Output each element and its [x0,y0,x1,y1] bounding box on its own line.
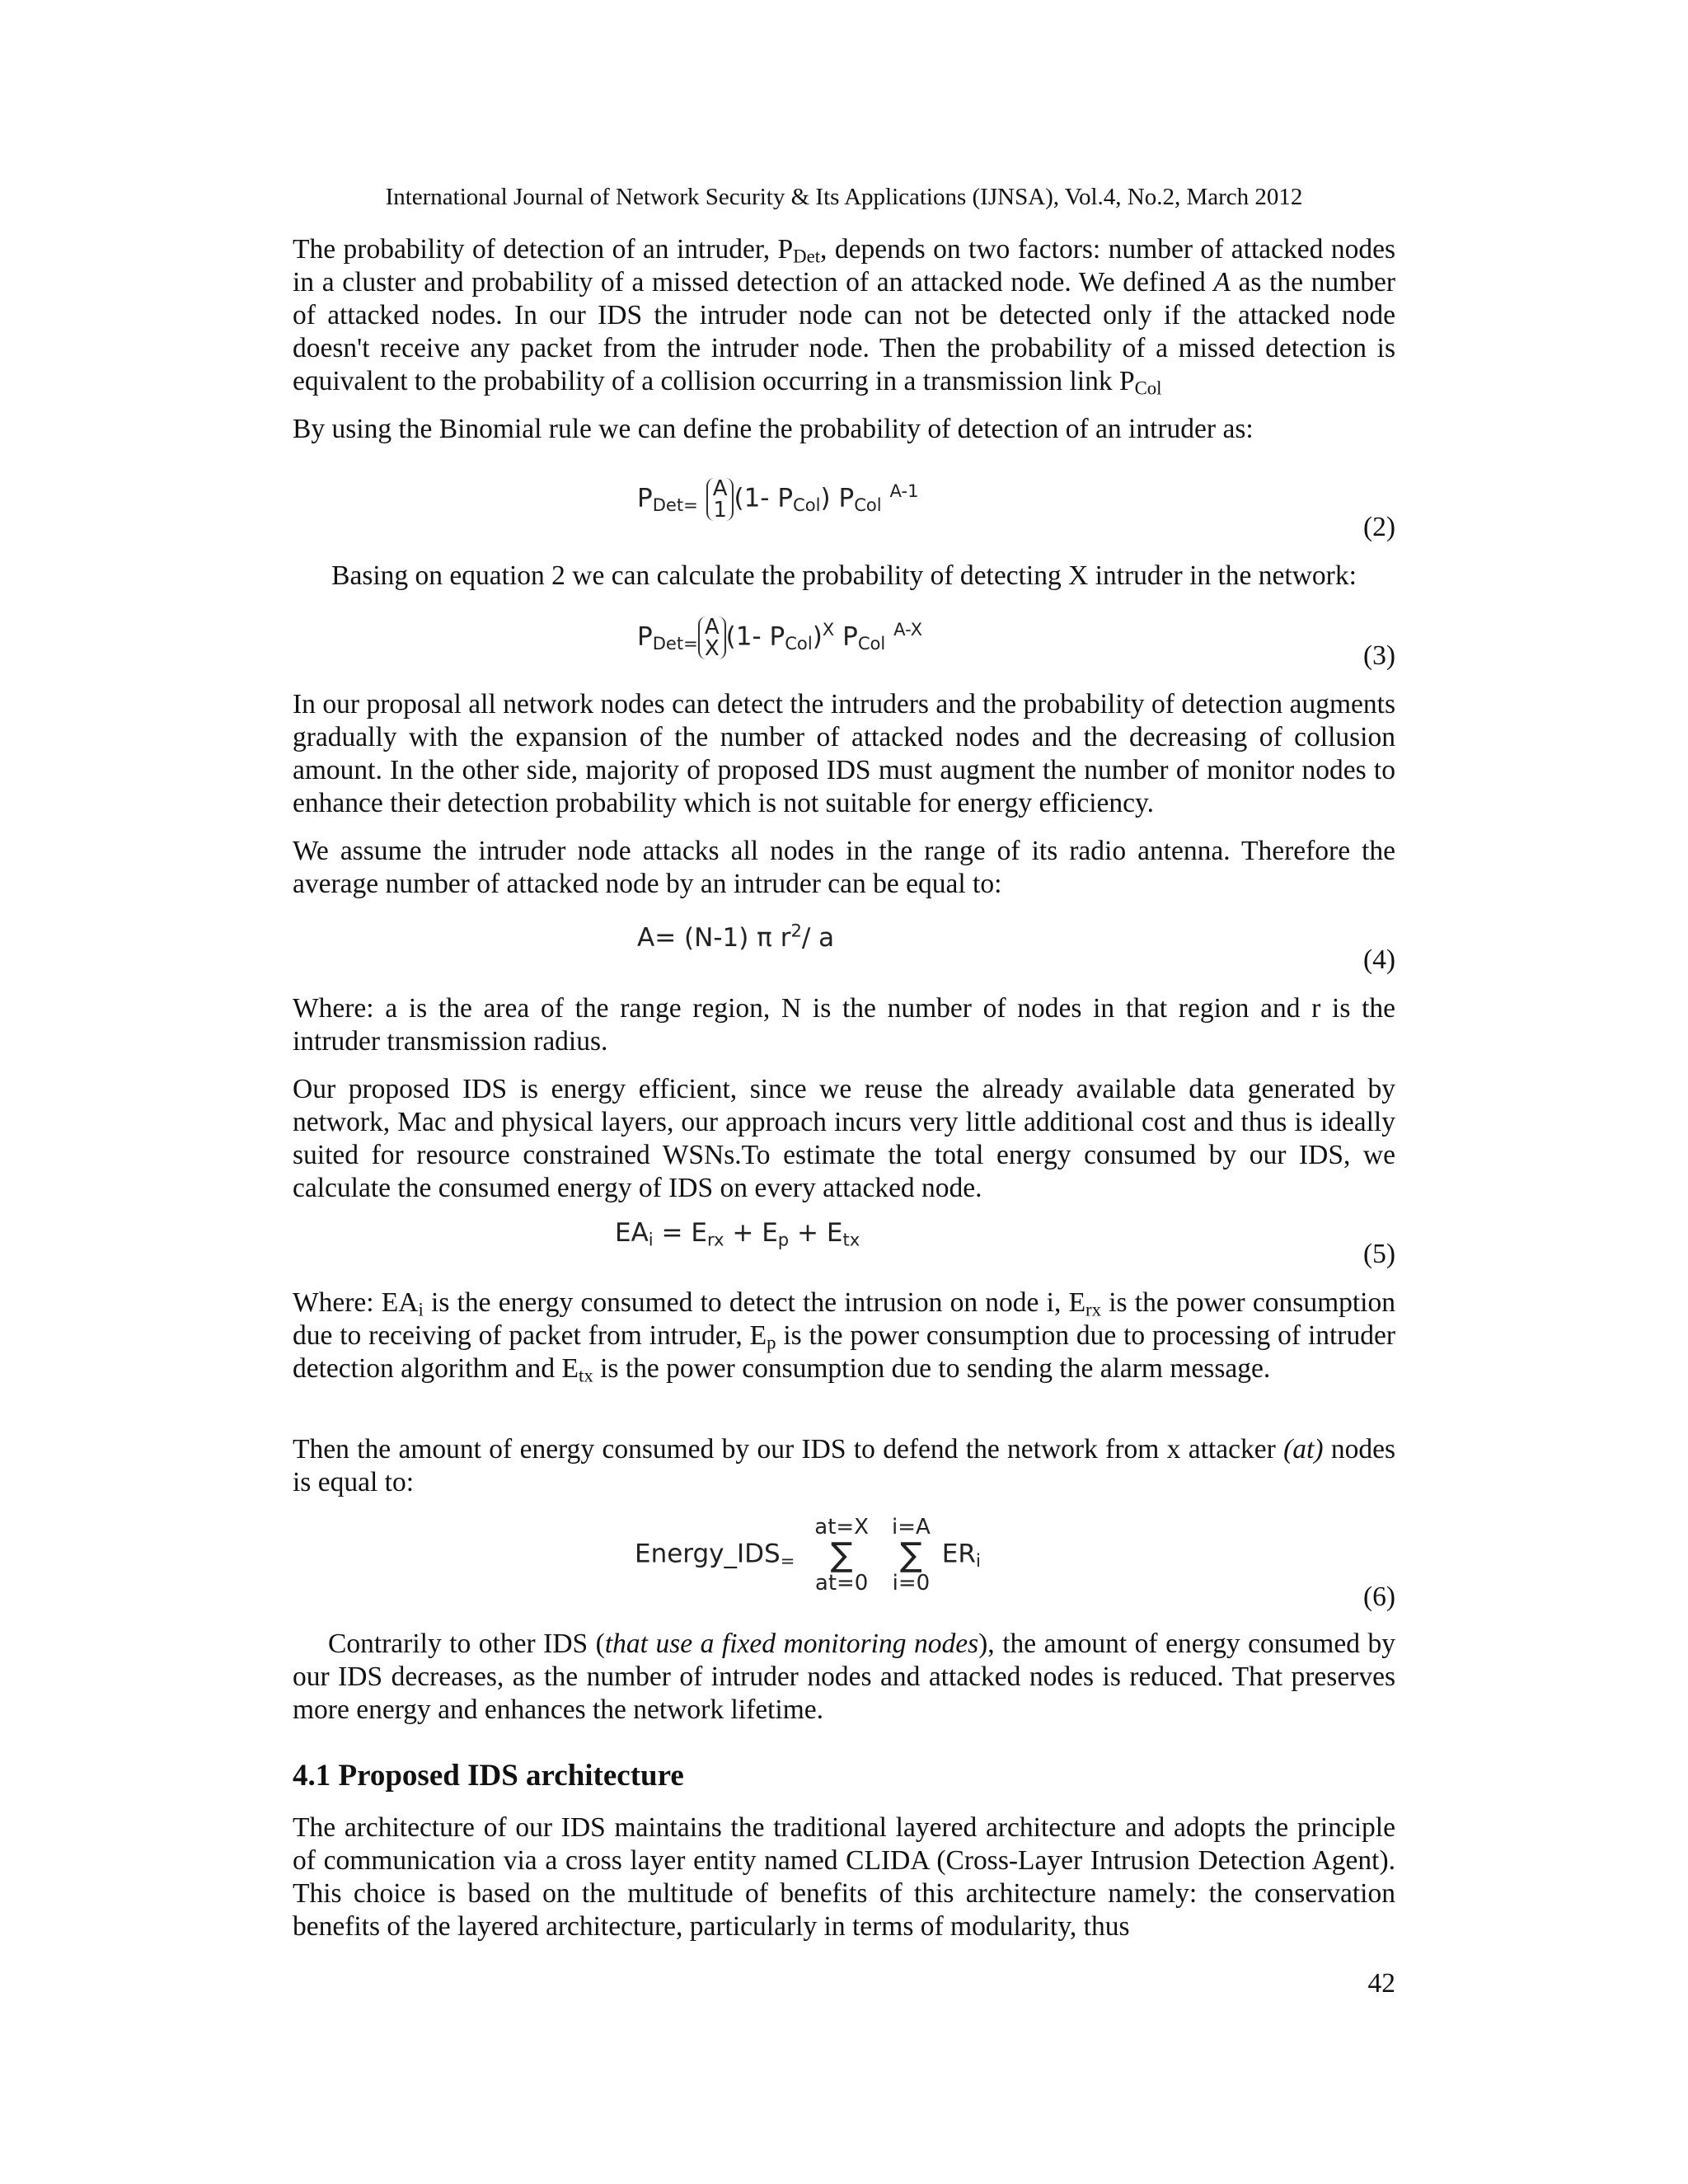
eq-text: = E [653,1218,707,1248]
eq-sub: rx [706,1229,724,1250]
eq-text: + E [789,1218,843,1248]
sigma-symbol: ∑ [830,1536,853,1574]
eq-text: ) P [820,483,855,513]
paragraph-text: We assume the intruder node attacks all nodes in the range of its radio antenna. Therefore the average number of attacked node by an intruder can be equal to: [293,836,1395,899]
subscript: p [767,1332,776,1353]
binomial-coefficient [706,478,734,521]
eq-sub: Col [857,632,886,654]
paragraph-text: Our proposed IDS is energy efficient, since we reuse the already available data generated by network, Mac and physical layers, our approach incurs very little additional cost and thus is ideally suited for resource constrained WSNs.To estimate the total energy consumed by our IDS, we calculate the consumed energy of IDS on every attacked node. [293,1074,1395,1203]
equation-number-5: (5) [1362,1239,1395,1269]
binom-bottom: X [704,636,720,661]
eq-text: A= (N-1) π r [637,923,791,953]
sum-upper-limit: i=A [892,1515,931,1540]
text: Where: EA [293,1287,419,1318]
paragraph-where-a [293,992,1395,1058]
eq-text: + E [724,1218,778,1248]
paragraph-x-intruders [293,560,1395,593]
binomial-coefficient [698,616,726,659]
eq-text: / a [801,923,835,953]
eq-sub: p [777,1229,790,1250]
eq-text: ) [812,621,823,652]
eq-sub: Col [785,632,813,654]
equation-number-6: (6) [1362,1582,1395,1612]
subscript: tx [579,1365,593,1386]
equation-number-2: (2) [1362,512,1395,542]
text: is the energy consumed to detect the intrusion on node i, E [423,1287,1086,1318]
paragraph-text: Where: a is the area of the range region, N is the number of nodes in that region and r is the intruder transmission radius. [293,993,1395,1057]
text: ), the amount of energy consumed by our IDS decreases, as the number of intruder nodes and attacked nodes is reduced. That preserves more energy and enhances the network lifetime. [293,1629,1396,1725]
eq-text: Energy_IDS [635,1539,781,1569]
equation-6 [635,1515,981,1596]
text: is the power consumption due to receiving of packet from intruder, E [293,1287,1395,1351]
text: The probability of detection of an intruder, P [293,234,794,265]
subscript: Det [793,246,821,267]
paragraph-binomial-rule [293,413,1395,446]
equation-number-4: (4) [1362,944,1395,975]
paragraph-energy-efficient [293,1073,1395,1205]
eq-text: P [637,483,653,513]
eq-text: (1- P [725,621,785,652]
subscript: i [418,1299,424,1320]
text: nodes is equal to: [293,1434,1396,1497]
italic-text: that use a fixed monitoring nodes [604,1629,979,1659]
eq-sub: Col [793,494,821,515]
section-heading: 4.1 Proposed IDS architecture [293,1759,684,1793]
eq-text: ER [941,1539,976,1569]
eq-sup: 2 [790,920,802,941]
binom-top: A [704,615,720,640]
binom-top: A [712,476,728,501]
sigma-symbol: ∑ [899,1536,922,1574]
equation-number-3: (3) [1362,640,1395,671]
eq-text: P [637,621,653,652]
text: is the power consumption due to processing of intruder detection algorithm and E [293,1320,1395,1384]
paragraph-where-ea [293,1286,1395,1385]
eq-sub: Col [854,494,882,515]
italic-text: (at) [1283,1434,1324,1465]
summation-at [814,1515,869,1596]
paragraph-text: Basing on equation 2 we can calculate the probability of detecting X intruder in the network: [331,560,1357,591]
eq-sub: tx [842,1229,860,1250]
text: is the power consumption due to sending the alarm message. [593,1353,1271,1384]
sum-lower-limit: at=0 [814,1571,869,1596]
eq-sub: i [648,1229,654,1250]
text: as the number of attacked nodes. In our IDS the intruder node can not be detected only if the attacked node doesn't receive any packet from the intruder node. Then the probability of a missed detection is equivalent to the probability of a collision occurring in a transmission link P [293,267,1395,396]
page-number: 42 [1367,1968,1395,1999]
paragraph-energy-amount [293,1433,1395,1499]
text: Contrarily to other IDS ( [328,1629,605,1659]
eq-sup: X [822,619,835,640]
journal-header: International Journal of Network Security & Its Applications (IJNSA), Vol.4, No.2, March 2012 [385,184,1303,210]
paragraph-architecture [293,1811,1395,1943]
subscript: rx [1085,1299,1101,1320]
italic-variable: A [1213,267,1231,298]
paragraph-text: By using the Binomial rule we can define the probability of detection of an intruder as: [293,414,1254,444]
paragraph-text: In our proposal all network nodes can detect the intruders and the probability of detection augments gradually with the expansion of the number of attacked nodes and the decreasing of collusion amount. In the other side, majority of proposed IDS must augment the number of monitor nodes to enhance their detection probability which is not suitable for energy efficiency. [293,689,1395,818]
sum-upper-limit: at=X [814,1515,869,1540]
text: , depends on two factors: number of attacked nodes in a cluster and probability of a missed detection of an attacked node. We defined [293,234,1395,298]
eq-text: P [834,621,858,652]
subscript: Col [1134,377,1162,399]
text: Then the amount of energy consumed by our IDS to defend the network from x attacker [293,1434,1284,1465]
eq-sup: A-1 [889,480,919,502]
paragraph-contrarily [293,1628,1395,1727]
summation-i [892,1515,931,1596]
eq-text: EA [615,1218,649,1248]
paragraph-proposal [293,688,1395,820]
eq-sub: Det= [652,494,698,515]
eq-sup: A-X [893,619,923,640]
sum-lower-limit: i=0 [892,1571,931,1596]
equation-3 [637,616,922,659]
paragraph-assumption [293,835,1395,901]
equation-5 [615,1218,860,1248]
binom-bottom: 1 [713,498,727,523]
eq-sub: i [975,1549,981,1571]
eq-sub: = [780,1549,795,1571]
eq-text: (1- P [734,483,794,513]
eq-sub: Det= [652,632,698,654]
paragraph-detection-probability [293,233,1395,398]
paragraph-text: The architecture of our IDS maintains the traditional layered architecture and adopts the principle of communication via a cross layer entity named CLIDA (Cross-Layer Intrusion Detection Agent). This choice is based on the multitude of benefits of this architecture namely: the conservation benefits of the layered architecture, particularly in terms of modularity, thus [293,1812,1395,1942]
equation-4 [637,920,835,953]
equation-2 [637,478,919,521]
